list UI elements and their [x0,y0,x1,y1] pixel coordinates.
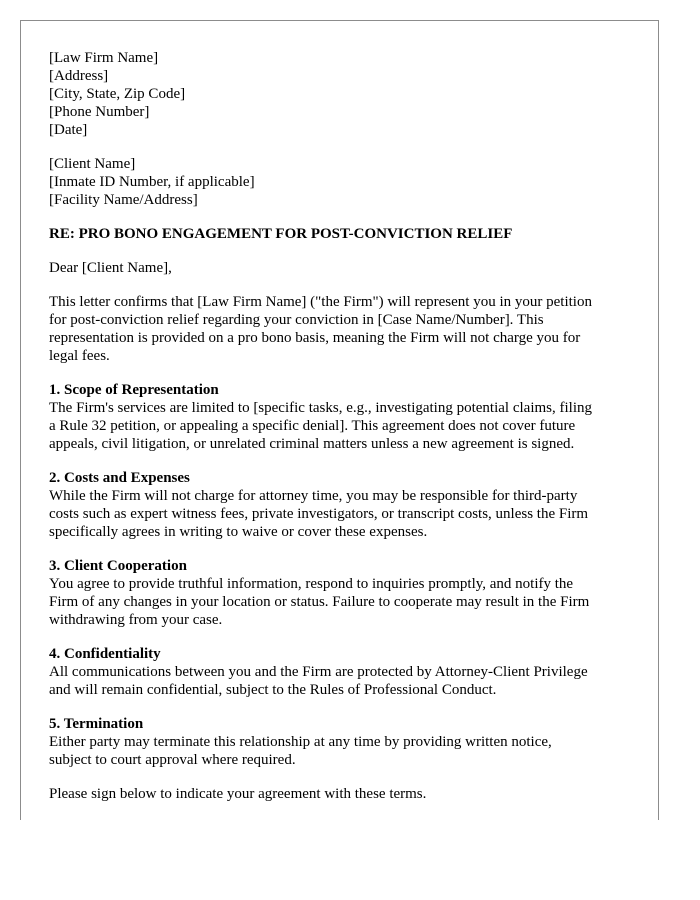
recipient-name: [Client Name] [49,156,136,172]
section-line: Firm of any changes in your location or status. Failure to cooperate may result in the Firm [49,594,590,610]
intro-line: legal fees. [49,348,110,364]
sender-firm-name: [Law Firm Name] [49,50,159,66]
closing-line: Please sign below to indicate your agreement with these terms. [49,786,427,802]
intro-line: for post-conviction relief regarding your conviction in [Case Name/Number]. This [49,312,544,328]
recipient-facility: [Facility Name/Address] [49,192,198,208]
sender-phone: [Phone Number] [49,104,150,120]
section-line: subject to court approval where required. [49,752,296,768]
section-line: withdrawing from your case. [49,612,223,628]
section-termination [49,715,639,769]
section-line: appeals, civil litigation, or unrelated criminal matters unless a new agreement is signed. [49,436,575,452]
subject-line: RE: PRO BONO ENGAGEMENT FOR POST-CONVICTION RELIEF [49,226,513,242]
sender-date: [Date] [49,122,88,138]
recipient-inmate-id: [Inmate ID Number, if applicable] [49,174,255,190]
section-heading: 2. Costs and Expenses [49,470,190,486]
section-heading: 3. Client Cooperation [49,558,187,574]
section-line: While the Firm will not charge for attorney time, you may be responsible for third-party [49,488,578,504]
section-scope [49,381,639,453]
section-heading: 4. Confidentiality [49,646,161,662]
letter-content [49,49,639,803]
intro-line: This letter confirms that [Law Firm Name] ("the Firm") will represent you in your petition [49,294,592,310]
section-costs [49,469,639,541]
section-line: The Firm's services are limited to [specific tasks, e.g., investigating potential claims, filing [49,400,592,416]
section-line: and will remain confidential, subject to the Rules of Professional Conduct. [49,682,497,698]
section-line: costs such as expert witness fees, private investigators, or transcript costs, unless the Firm [49,506,589,522]
sender-city-state-zip: [City, State, Zip Code] [49,86,186,102]
section-line: Either party may terminate this relationship at any time by providing written notice, [49,734,552,750]
section-line: All communications between you and the Firm are protected by Attorney-Client Privilege [49,664,588,680]
intro-line: representation is provided on a pro bono basis, meaning the Firm will not charge you for [49,330,581,346]
sender-block [49,49,639,139]
section-line: You agree to provide truthful information, respond to inquiries promptly, and notify the [49,576,574,592]
section-line: a Rule 32 petition, or appealing a specific denial]. This agreement does not cover future [49,418,576,434]
section-line: specifically agrees in writing to waive or cover these expenses. [49,524,428,540]
section-cooperation [49,557,639,629]
recipient-block [49,155,639,209]
section-heading: 1. Scope of Representation [49,382,219,398]
sender-address: [Address] [49,68,109,84]
section-confidentiality [49,645,639,699]
intro-paragraph [49,293,639,365]
salutation: Dear [Client Name], [49,260,172,276]
letter-page [20,20,659,820]
section-heading: 5. Termination [49,716,144,732]
